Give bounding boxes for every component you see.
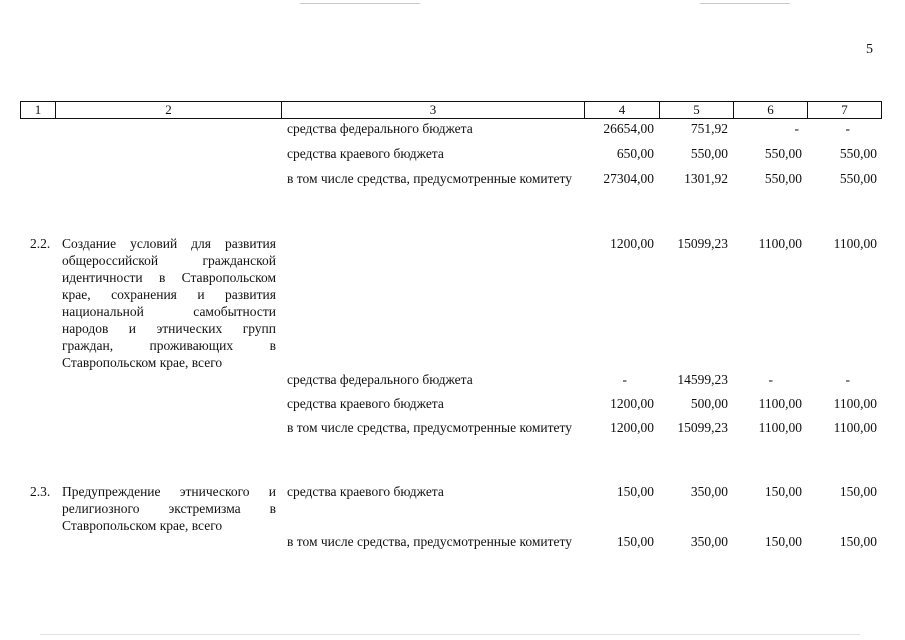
value-col4: 1200,00 xyxy=(610,420,654,435)
scan-artifact-top xyxy=(700,3,790,4)
value-col5: 350,00 xyxy=(690,484,728,499)
value-col4: - xyxy=(622,372,627,387)
funding-source: средства федерального бюджета xyxy=(287,121,473,136)
value-col7: 150,00 xyxy=(839,484,877,499)
value-col6: 1100,00 xyxy=(758,396,802,411)
column-header: 5 xyxy=(660,102,734,119)
funding-source: средства краевого бюджета xyxy=(287,484,444,499)
value-col5: 1301,92 xyxy=(684,171,728,186)
column-header: 4 xyxy=(585,102,660,119)
value-col4: 26654,00 xyxy=(603,121,654,136)
value-col6: 150,00 xyxy=(764,534,802,549)
value-col4: 150,00 xyxy=(616,534,654,549)
value-col5: 15099,23 xyxy=(677,420,728,435)
value-col7: - xyxy=(845,372,850,387)
value-col4: 27304,00 xyxy=(603,171,654,186)
value-col5: 751,92 xyxy=(690,121,728,136)
column-header: 6 xyxy=(734,102,808,119)
measure-number: 2.3. xyxy=(30,484,51,499)
funding-source: в том числе средства, предусмотренные комитету xyxy=(287,534,572,549)
funding-source: в том числе средства, предусмотренные комитету xyxy=(287,171,572,186)
funding-source: средства краевого бюджета xyxy=(287,146,444,161)
value-col6: 150,00 xyxy=(764,484,802,499)
value-col5: 550,00 xyxy=(690,146,728,161)
value-col7: 550,00 xyxy=(839,146,877,161)
column-header: 2 xyxy=(56,102,282,119)
value-col7: 1100,00 xyxy=(833,420,877,435)
measure-title: Предупреждение этнического и религиозного экстремизма в Ставропольском крае, всего xyxy=(62,484,276,533)
value-col7: - xyxy=(845,121,850,136)
column-header: 3 xyxy=(282,102,585,119)
value-col7: 1100,00 xyxy=(833,396,877,411)
column-header-row xyxy=(20,101,882,119)
scan-artifact-bottom xyxy=(40,634,860,635)
funding-source: в том числе средства, предусмотренные комитету xyxy=(287,420,572,435)
column-header: 1 xyxy=(21,102,56,119)
value-col4: 650,00 xyxy=(616,146,654,161)
value-col6: - xyxy=(794,121,799,136)
value-col6: 550,00 xyxy=(764,146,802,161)
value-col6: 550,00 xyxy=(764,171,802,186)
value-col7: 550,00 xyxy=(839,171,877,186)
value-col4: 150,00 xyxy=(616,484,654,499)
column-header: 7 xyxy=(808,102,882,119)
page-number: 5 xyxy=(866,42,873,57)
total-col6: 1100,00 xyxy=(758,236,802,251)
measure-title: Создание условий для развития общероссийской гражданской идентичности в Ставропольском крае, сохранения и развития национальной самобытности народов и этнических групп граждан, проживающих в Ставропольском крае, всего xyxy=(62,236,276,370)
value-col7: 150,00 xyxy=(839,534,877,549)
value-col5: 350,00 xyxy=(690,534,728,549)
funding-source: средства федерального бюджета xyxy=(287,372,473,387)
value-col5: 14599,23 xyxy=(677,372,728,387)
total-col5: 15099,23 xyxy=(677,236,728,251)
measure-number: 2.2. xyxy=(30,236,51,251)
scan-artifact-top xyxy=(300,3,420,4)
value-col6: - xyxy=(768,372,773,387)
funding-source: средства краевого бюджета xyxy=(287,396,444,411)
total-col7: 1100,00 xyxy=(833,236,877,251)
total-col4: 1200,00 xyxy=(610,236,654,251)
value-col4: 1200,00 xyxy=(610,396,654,411)
value-col6: 1100,00 xyxy=(758,420,802,435)
value-col5: 500,00 xyxy=(690,396,728,411)
